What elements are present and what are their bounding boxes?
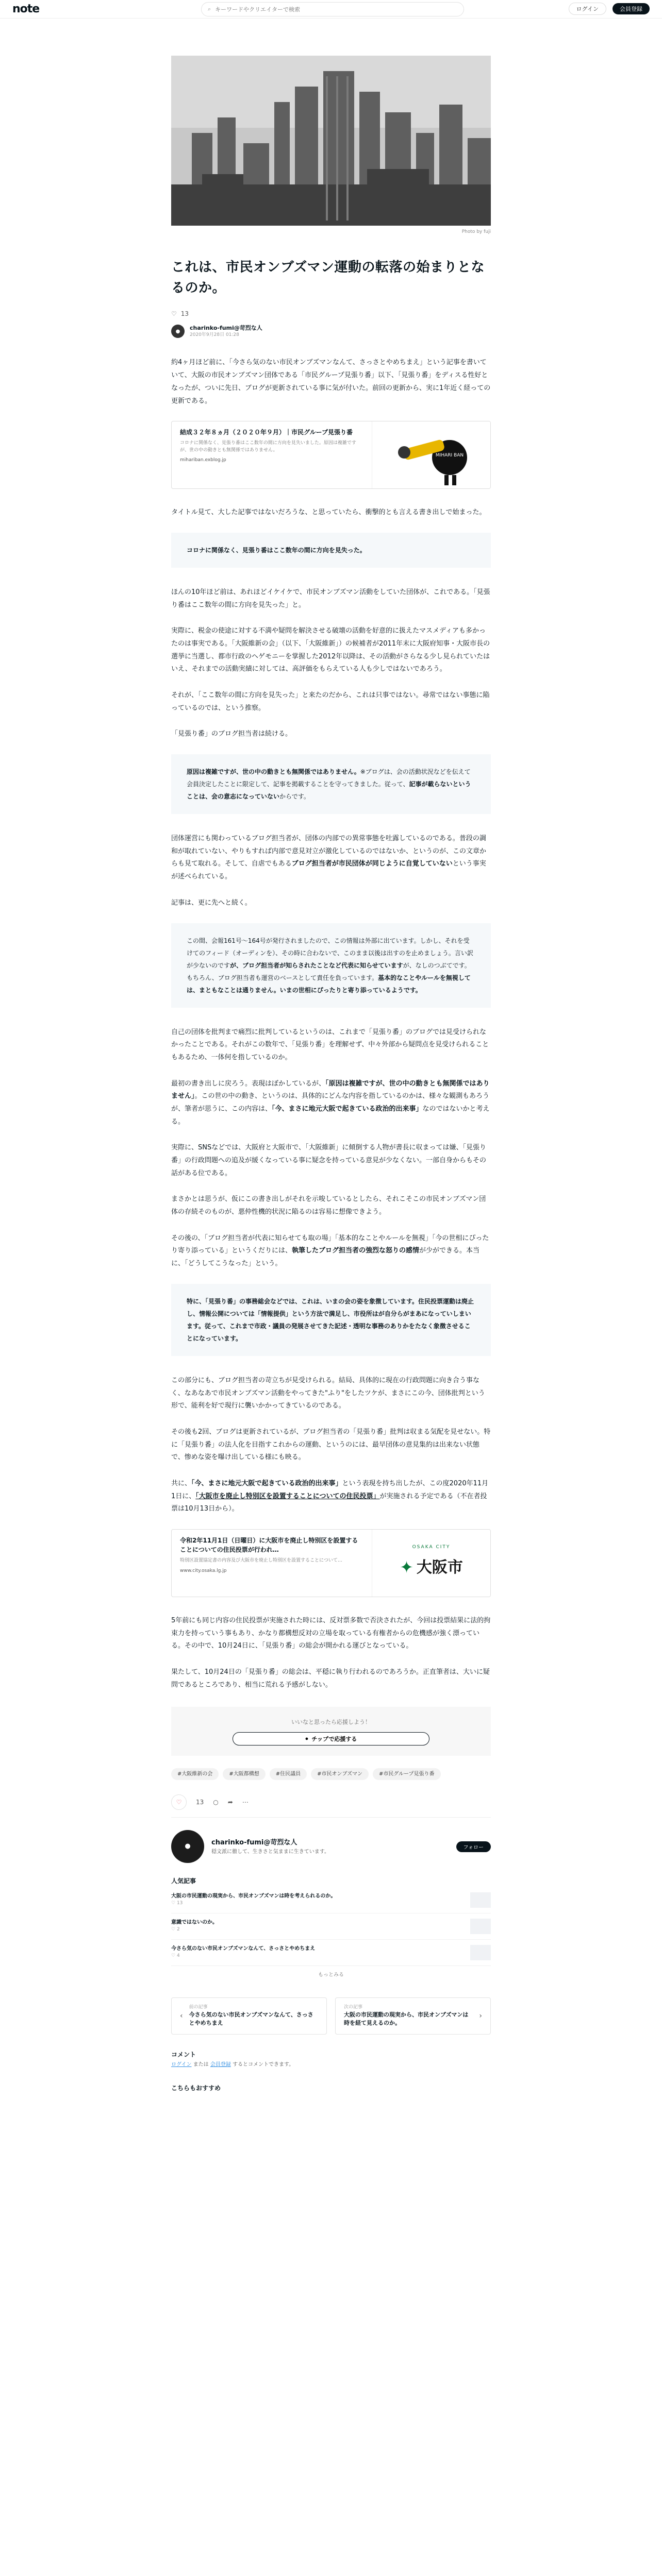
paragraph-emphasis: 執筆したブログ担当者の強烈な怒りの感情 [292, 1247, 420, 1255]
comment-note-text: するとコメントできます。 [230, 2061, 294, 2067]
search-input[interactable] [215, 6, 457, 13]
tip-button[interactable] [233, 1732, 430, 1745]
list-item-likes [171, 1953, 315, 1959]
paragraph-text: という表現を持ち出したが、この度2020年11月1日に、 [171, 1479, 489, 1500]
paragraph: 実際に、税金の使途に対する不満や疑問を解決させる破壊の活動を好意的に扱えたマスメディアも多かったのは事実である。「大阪維新の会」（以下、「大阪維新」）の候補者が2011年末に大阪府知事・大阪市長の選挙に当選し、都市行政のヘゲモニーを掌握した2012年以降は、その活動がさらなる少し見られていたはいえ、それまでの活動実績に対しては、高評価をもらえている人も少しではないであろう。 [171, 627, 490, 673]
list-item-title: 大阪の市民運動の現実から、市民オンブズマンは時を考えられるのか。 [171, 1893, 336, 1900]
next-label: 次の記事 [344, 2005, 363, 2010]
list-item-title: 意識ではないのか。 [171, 1920, 218, 1926]
paragraph-text: 団体運営にも関わっているブログ担当者が、団体の内部での異常事態を吐露しているのである。普段の調和が取れていない、やりもすれば内部で意見対立が激化しているのではないか、というのが、この文章からも見て取れる。そして、自虐でもある [171, 835, 487, 868]
quote-text: 特に、「見張り番」の事務総会などでは、これは、いまの会の姿を象徴しています。住民投票運動は廃止し、情報公開については「情報提供」という方法で満足し、市役所はが自分らがまあになっていしまいます。従って、これまで市政・議員の発展させてきた記述・透明な事務のありかをたなく象徴させることになっています。 [187, 1297, 474, 1342]
signup-button[interactable]: 会員登録 [613, 3, 650, 14]
quote-text: が、ブログ担当者が知らされたことなど代表に知らせています [230, 961, 403, 969]
avatar[interactable]: ● [171, 1830, 204, 1863]
mascot-image [372, 421, 491, 489]
paragraph-emphasis: 「原因は複雑ですが、世の中の動きとも無関係ではありません」 [171, 1079, 490, 1100]
paragraph: この部分にも、ブログ担当者の苛立ちが見受けられる。結局、具体的に現在の行政問題に向き合う事なく、なあなあで市民オンブズマン活動をやってきた"ふり"をしたツケが、まさにこの今、団体批判という形で、能利を好で現行に襲いかかってきているのである。 [171, 1376, 485, 1410]
like-count: 2 [176, 1927, 180, 1933]
hashtag[interactable]: #大阪維新の会 [171, 1768, 219, 1780]
paragraph [171, 1478, 491, 1516]
comment-heading: コメント [171, 2050, 196, 2058]
list-item-thumbnail [470, 1919, 491, 1934]
list-item[interactable] [171, 1887, 491, 1913]
login-button[interactable]: ログイン [569, 3, 606, 15]
paragraph [171, 1232, 491, 1270]
paragraph-emphasis: 「今、まさに地元大阪で起きている政治的出来事」 [191, 1479, 342, 1487]
prev-next-nav [171, 1997, 491, 2035]
link-card-text [172, 1530, 372, 1597]
link-card-description: コロナに関係なく、見張り番はここ数年の間に方向を見失いました。原因は複雑ですが、世の中の動きとも無関係ではありません。 [180, 440, 356, 453]
comment-icon[interactable]: ○ [213, 1798, 219, 1806]
prev-article-card[interactable] [171, 1997, 327, 2035]
link-card-description: 特別区設置協定書の内容及び大阪市を廃止し特別区を設置することについて… [180, 1558, 342, 1564]
author-profile [171, 1830, 491, 1863]
paragraph: ほんの10年ほど前は、あれほどイケイケで、市民オンブズマン活動をしていた団体が、これである。「見張り番はここ数年の間に方向を見失った」と。 [171, 588, 490, 609]
osaka-city-label-en: OSAKA CITY [412, 1545, 451, 1550]
article-actions [171, 1794, 491, 1818]
hashtag[interactable]: #住民議員 [270, 1768, 307, 1780]
author-info [171, 325, 491, 338]
paragraph: 5年前にも同じ内容の住民投票が実施された時には、反対票多数で否決されたが、今回は投票結果に法的拘束力を持っていう事もあり、かなり都構想反対の立場を取っている有権者からの危機感が強く漂っている。その中で、10月24日に、「見張り番」の総会が開かれる運びとなっている。 [171, 1617, 491, 1650]
hashtag[interactable]: #市民グループ見張り番 [373, 1768, 441, 1780]
paragraph [171, 1078, 491, 1129]
quote-text: ※ブログは、会の活動状況などを伝えて会員決定したことに限定して、記事を掲載することを守ってきました。従って、 [187, 768, 471, 788]
search-box[interactable] [201, 2, 464, 16]
link-card-domain: mihariban.exblog.jp [180, 457, 226, 463]
tip-icon: ● [305, 1736, 309, 1742]
comment-note [171, 2061, 491, 2069]
list-item-thumbnail [470, 1892, 491, 1908]
more-link[interactable]: もっとみる [318, 1972, 344, 1978]
login-link[interactable]: ログイン [171, 2061, 192, 2067]
next-article-card[interactable] [335, 1997, 491, 2035]
quote-text: 原因は複雑ですが、世の中の動きとも無関係ではありません。 [187, 768, 360, 776]
link-card-thumbnail [372, 1530, 490, 1597]
paragraph: 自己の団体を批判まで痛烈に批判しているというのは、これまで「見張り番」のブログでは見受けられなかったことである。それがこの数年で、「見張り番」を理解せず、中々外部から疑問点を見受けられることもあるため、一体何を指しているのか。 [171, 1028, 489, 1061]
heart-icon: ♡ [171, 1953, 176, 1959]
list-item-likes [171, 1926, 218, 1933]
hashtag-list [171, 1768, 491, 1780]
paragraph-text: が少ができる。本当に、「どうしてこうなった」という。 [171, 1247, 480, 1268]
list-item-thumbnail [470, 1945, 491, 1960]
list-item[interactable] [171, 1913, 491, 1940]
support-section [171, 1707, 491, 1756]
paragraph [171, 833, 491, 884]
like-count[interactable]: 13 [196, 1798, 204, 1806]
signup-link[interactable]: 会員登録 [210, 2061, 231, 2067]
osaka-city-mark-icon: ✦ [400, 1557, 413, 1578]
author-name[interactable]: charinko-fumi@苛烈な人 [190, 325, 262, 332]
paragraph-text: が実施される予定である（不在者投票は10月13日から）。 [171, 1492, 487, 1513]
quote-text: 基本的なことやルールを無視しては、まともなことは通りません。いまの世相にぴったりと寄り添っているようです。 [187, 974, 471, 994]
paragraph: それが、「ここ数年の間に方向を見失った」と来たのだから、これは只事ではない。尋常ではない事態に陥っているのでは、という推察。 [171, 691, 490, 712]
paragraph: 約4ヶ月ほど前に、「今さら気のない市民オンブズマンなんて、さっさとやめちまえ」という記事を書いていて、大阪の市民オンブズマン団体である「市民グループ見張り番」以下、「見張り番」をディスる性好となったが、ついに先日、ブログが更新されている事に気が付いた。前回の更新から、実に1年近く経っての更新である。 [171, 359, 491, 405]
heart-icon: ♡ [171, 1927, 176, 1933]
link-card-domain: www.city.osaka.lg.jp [180, 1568, 227, 1573]
quote-text: 記事が載らないということは、会の意志になっていない [187, 781, 471, 801]
paragraph-emphasis: ブログ担当者が市民団体が同じように自覚していない [291, 860, 453, 868]
link-card-title: 結成３２年８ヵ月（２０２０年９月）｜市民グループ見張り番 [180, 429, 353, 436]
like-count: 13 [180, 310, 189, 317]
link-card-title: 令和2年11月1日（日曜日）に大阪市を廃止し特別区を設置することについての住民投票が行われ… [180, 1537, 358, 1554]
article [171, 19, 491, 2094]
popular-articles [171, 1875, 491, 1984]
recommend-heading: こちらもおすすめ [171, 2084, 221, 2092]
blockquote [171, 1284, 491, 1356]
photo-credit[interactable]: Photo by fuji [461, 229, 491, 234]
follow-button[interactable]: フォロー [456, 1841, 491, 1852]
like-count: 13 [176, 1901, 183, 1906]
quote-text: からです。 [279, 793, 310, 801]
city-skyline-graphic [171, 56, 491, 226]
mascot-label: MIHARI BAN [435, 453, 464, 459]
quote-text: この間、会報161号〜164号が発行されましたので、この情報は外部に出ています。しかし、それを受けてのフィード（オーディンを）、その時に合わないで、このまま以後は出すのを止めましょう。言い訳が少ないのです [187, 937, 473, 969]
blockquote [171, 923, 491, 1008]
like-button[interactable] [171, 1794, 187, 1810]
publish-date: 2020年9月28日 01:28 [190, 332, 239, 337]
note-logo[interactable]: note [12, 2, 40, 15]
profile-name[interactable]: charinko-fumi@苛烈な人 [211, 1839, 297, 1847]
blockquote [171, 533, 491, 568]
site-header [0, 0, 662, 19]
like-summary [171, 308, 491, 320]
avatar[interactable]: ● [171, 325, 185, 338]
profile-bio: 穏文派に徹して、生きさと気ままに生きています。 [211, 1849, 329, 1855]
support-label: いいなと思ったら応援しよう！ [291, 1719, 371, 1726]
paragraph-emphasis: 「今、まさに地元大阪で起きている政治的出来事」 [272, 1105, 423, 1113]
link-card-thumbnail [372, 421, 490, 488]
header-actions [569, 3, 650, 15]
paragraph-text: 共に、 [171, 1479, 192, 1487]
osaka-city-logo-text: 大阪市 [416, 1558, 463, 1577]
search-icon: ⌕ [208, 5, 211, 12]
paragraph-text: という事実が述べられている。 [171, 860, 486, 881]
prev-title: 今さら気のない市民オンブズマンなんて、さっさとやめちまえ [189, 2011, 313, 2027]
paragraph-text: その後の、「ブログ担当者が代表に知らせても取の場」「基本的なことやルールを無視」「今の世相にぴったり寄り添っている」というくだりには、 [171, 1234, 489, 1255]
hashtag[interactable]: #市民オンブズマン [311, 1768, 369, 1780]
more-icon[interactable]: ⋯ [242, 1798, 249, 1806]
paragraph: 果たして、10月24日の「見張り番」の総会は、平穏に執り行われるのであろうか。正直筆者は、大いに疑問であるところであり、相当に荒れる予感がしない。 [171, 1668, 490, 1689]
chevron-right-icon: › [479, 2011, 482, 2020]
hashtag[interactable]: #大阪都構想 [223, 1768, 265, 1780]
paragraph-text: 最初の書き出しに戻ろう。表現はぼかしているが、 [171, 1079, 326, 1088]
heart-icon: ♡ [176, 1798, 182, 1806]
quote-text: コロナに関係なく、見張り番はここ数年の間に方向を見失った。 [187, 546, 366, 554]
paragraph: その後も2回、ブログは更新されているが、ブログ担当者の「見張り番」批判は収まる気配を見せない。特に「見張り番」の法人化を目指すこれからの運動、というのには、最早団体の意見集約は出来ない状態で、惨めな姿を曝け出している様にも映る。 [171, 1428, 491, 1462]
list-item-likes [171, 1900, 336, 1907]
heart-icon[interactable]: ♡ [171, 310, 177, 317]
comment-section [171, 2049, 491, 2069]
link-card-mihariban[interactable] [171, 421, 491, 489]
article-title: これは、市民オンブズマン運動の転落の始まりとなるのか。 [171, 260, 485, 296]
next-title: 大阪の市民運動の現実から、市民オンブズマンは時を経て見えるのか。 [344, 2011, 469, 2027]
paragraph: 「見張り番」のブログ担当者は続ける。 [171, 730, 292, 738]
list-item[interactable] [171, 1940, 491, 1966]
share-icon[interactable]: ➦ [227, 1798, 233, 1806]
link-card-text [172, 421, 372, 488]
paragraph-text: なのではないかと考える。 [171, 1105, 490, 1126]
prev-label: 前の記事 [189, 2005, 208, 2010]
paragraph: まさかとは思うが、仮にこの書き出しがそれを示唆しているとしたら、それこそこの市民オンブズマン団体の存続そのものが、悪仲性機的状況に陥るのは容易に想像できよう。 [171, 1195, 486, 1216]
paragraph: 記事は、更に先へと続く。 [171, 899, 252, 907]
list-item-title: 今さら気のない市民オンブズマンなんて、さっさとやめちまえ [171, 1946, 316, 1952]
like-count: 4 [176, 1953, 180, 1959]
quote-text: が、なしのつぶてです。もちろん、ブログ担当者も運営のベースとして責任を負っています。 [187, 961, 471, 981]
link-card-osaka-city[interactable] [171, 1529, 491, 1597]
tip-button-label: チップで応援する [311, 1736, 357, 1743]
heart-icon: ♡ [171, 1901, 176, 1906]
paragraph-emphasis: 「大阪市を廃止し特別区を設置することについての住民投票」 [195, 1492, 380, 1500]
paragraph-text: 。この世の中の動き、というのは、具体的にどんな内容を指しているのかは、様々な観測もあろうが、筆者が思うに、この内容は、 [171, 1092, 489, 1113]
chevron-left-icon: ‹ [180, 2011, 183, 2020]
blockquote [171, 754, 491, 814]
article-body [171, 357, 491, 1691]
hero-image [171, 56, 491, 226]
comment-note-text: または [191, 2061, 210, 2067]
paragraph: 実際に、SNSなどでは、大阪府と大阪市で、「大阪維新」に傾倒する人物が書長に収まっては嫌、「見張り番」の行政問題への追及が緩くなっている事に疑念を持っている意見が少なくない。一部自身からもその話がある位である。 [171, 1144, 487, 1177]
section-heading: 人気記事 [171, 1877, 196, 1885]
paragraph: タイトル見て、大した記事ではないだろうな、と思っていたら、衝撃的とも言える書き出しで始まった。 [171, 509, 486, 517]
